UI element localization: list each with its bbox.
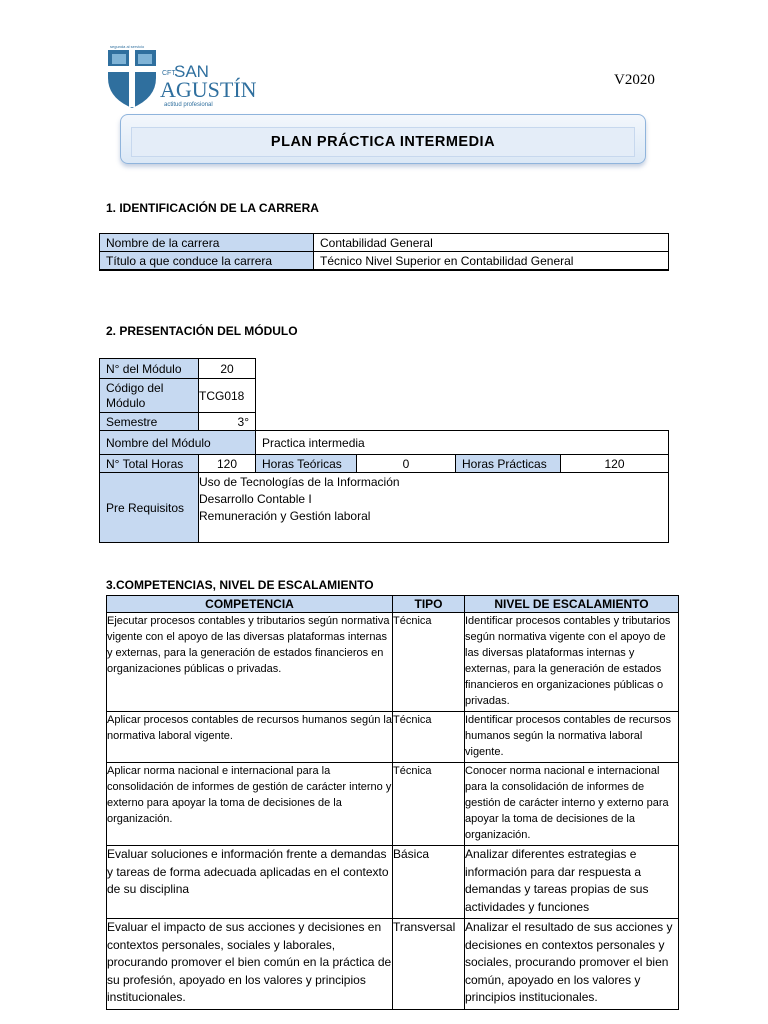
- level-cell: Analizar el resultado de sus acciones y decisiones en contextos personales y sociales, procurando promover el bien común, apoyado en los valores y principios institucionales.: [465, 919, 679, 1010]
- practice-hours-value: 120: [560, 454, 669, 473]
- list-item: Remuneración y Gestión laboral: [199, 509, 371, 523]
- degree-title-label: Título a que conduce la carrera: [100, 252, 314, 271]
- section2-heading: 2. PRESENTACIÓN DEL MÓDULO: [106, 324, 298, 338]
- section1-heading: 1. IDENTIFICACIÓN DE LA CARRERA: [106, 201, 319, 215]
- institution-logo: [104, 44, 256, 110]
- table-row: [100, 234, 669, 252]
- type-cell: Transversal: [393, 919, 465, 1010]
- type-cell: Técnica: [393, 712, 465, 763]
- module-number-label: N° del Módulo: [99, 358, 199, 379]
- svg-text:AGUSTÍN: AGUSTÍN: [160, 77, 256, 102]
- module-presentation-table: [99, 358, 669, 543]
- version-label: V2020: [614, 72, 655, 88]
- type-cell: Básica: [393, 846, 465, 919]
- competency-cell: Aplicar norma nacional e internacional para la consolidación de informes de gestión de carácter interno y externo para apoyar la toma de decisiones de la organización.: [107, 763, 393, 846]
- total-hours-value: 120: [198, 454, 256, 473]
- svg-text:segunda al servicio: segunda al servicio: [110, 44, 145, 49]
- prerequisites-list: [198, 472, 669, 543]
- table-row: [100, 252, 669, 271]
- title-banner: [120, 114, 646, 164]
- column-header: COMPETENCIA: [107, 596, 393, 613]
- competency-cell: Evaluar el impacto de sus acciones y decisiones en contextos personales, sociales y laborales, procurando promover el bien común en la práctica de su profesión, apoyado en los valores y principios institucionales.: [107, 919, 393, 1010]
- type-cell: Técnica: [393, 613, 465, 712]
- theory-hours-value: 0: [356, 454, 456, 473]
- svg-text:SAN: SAN: [174, 62, 209, 81]
- semester-value: 3°: [198, 412, 256, 431]
- competency-cell: Evaluar soluciones e información frente a demandas y tareas de forma adecuada aplicadas en el contexto de su disciplina: [107, 846, 393, 919]
- total-hours-label: N° Total Horas: [99, 454, 199, 473]
- section3-heading: 3.COMPETENCIAS, NIVEL DE ESCALAMIENTO: [106, 578, 374, 592]
- list-item: Desarrollo Contable I: [199, 492, 312, 506]
- level-cell: Conocer norma nacional e internacional para la consolidación de informes de gestión de carácter interno y externo para apoyar la toma de decisiones de la organización.: [465, 763, 679, 846]
- module-name-value: Practica intermedia: [255, 430, 669, 455]
- module-name-label: Nombre del Módulo: [99, 430, 256, 455]
- practice-hours-label: Horas Prácticas: [455, 454, 561, 473]
- svg-text:actitud profesional: actitud profesional: [164, 102, 213, 108]
- degree-title-value: Técnico Nivel Superior en Contabilidad General: [314, 252, 669, 271]
- table-row: [107, 763, 679, 846]
- competency-cell: Ejecutar procesos contables y tributarios según normativa vigente con el apoyo de las diversas plataformas internas y externas, para la generación de estados financieros en organizaciones públicas o privadas.: [107, 613, 393, 712]
- career-name-value: Contabilidad General: [314, 234, 669, 252]
- theory-hours-label: Horas Teóricas: [255, 454, 357, 473]
- page-title: PLAN PRÁCTICA INTERMEDIA: [131, 127, 635, 157]
- competencies-table: [106, 595, 679, 1010]
- list-item: Uso de Tecnologías de la Información: [199, 475, 400, 489]
- module-code-label: Código del Módulo: [99, 378, 199, 413]
- type-cell: Técnica: [393, 763, 465, 846]
- module-code-value: TCG018: [198, 378, 256, 413]
- career-identification-table: [99, 233, 669, 271]
- table-row: [107, 613, 679, 712]
- svg-text:CFT: CFT: [162, 70, 176, 77]
- table-row: [107, 712, 679, 763]
- column-header: NIVEL DE ESCALAMIENTO: [465, 596, 679, 613]
- semester-label: Semestre: [99, 412, 199, 431]
- prerequisites-label: Pre Requisitos: [99, 472, 199, 543]
- table-row: [107, 846, 679, 919]
- level-cell: Analizar diferentes estrategias e información para dar respuesta a demandas y tareas propias de sus actividades y funciones: [465, 846, 679, 919]
- competency-cell: Aplicar procesos contables de recursos humanos según la normativa laboral vigente.: [107, 712, 393, 763]
- module-number-value: 20: [198, 358, 256, 379]
- level-cell: Identificar procesos contables de recursos humanos según la normativa laboral vigente.: [465, 712, 679, 763]
- table-header-row: [107, 596, 679, 613]
- column-header: TIPO: [393, 596, 465, 613]
- career-name-label: Nombre de la carrera: [100, 234, 314, 252]
- table-row: [107, 919, 679, 1010]
- level-cell: Identificar procesos contables y tributarios según normativa vigente con el apoyo de las diversas plataformas internas y externas, para la generación de estados financieros en organizaciones públicas o privadas.: [465, 613, 679, 712]
